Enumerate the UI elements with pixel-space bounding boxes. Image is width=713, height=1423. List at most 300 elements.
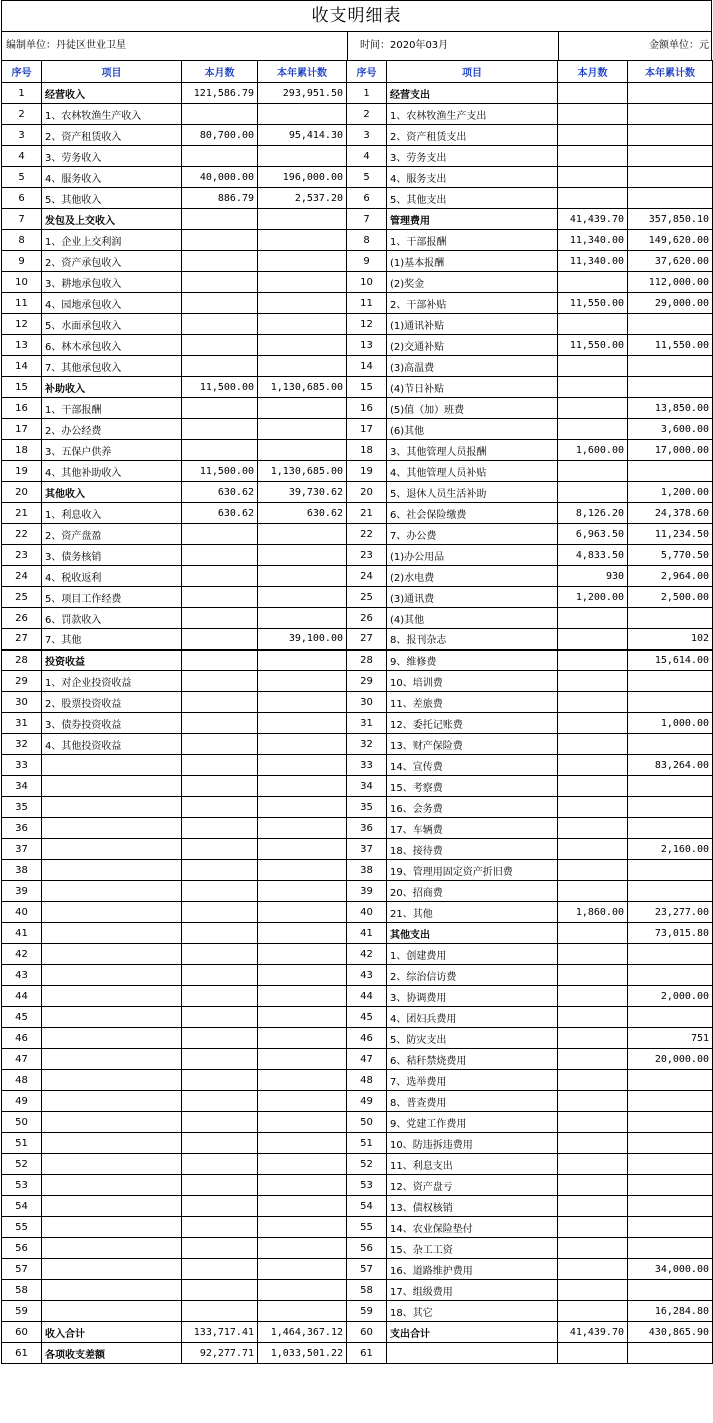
right-row-number: 47 <box>347 1049 387 1070</box>
right-row-number: 35 <box>347 797 387 818</box>
left-month-amount <box>182 986 258 1007</box>
right-item-name: 11、利息支出 <box>387 1154 558 1175</box>
left-row-number: 54 <box>2 1196 42 1217</box>
left-ytd-amount <box>258 566 347 587</box>
left-month-amount <box>182 1049 258 1070</box>
right-ytd-amount: 37,620.00 <box>628 251 713 272</box>
left-ytd-amount <box>258 1301 347 1322</box>
left-ytd-amount <box>258 818 347 839</box>
left-month-amount <box>182 755 258 776</box>
left-month-amount <box>182 566 258 587</box>
left-month-amount: 886.79 <box>182 188 258 209</box>
right-row-number: 40 <box>347 902 387 923</box>
right-row-number: 31 <box>347 713 387 734</box>
left-item-name: 4、其他投资收益 <box>42 734 182 755</box>
left-row-number: 41 <box>2 923 42 944</box>
right-item-name: 20、招商费 <box>387 881 558 902</box>
right-row-number: 25 <box>347 587 387 608</box>
right-item-name: 16、会务费 <box>387 797 558 818</box>
left-month-amount <box>182 881 258 902</box>
table-row <box>2 461 713 482</box>
table-row <box>2 1280 713 1301</box>
left-month-amount: 121,586.79 <box>182 83 258 104</box>
left-ytd-amount <box>258 209 347 230</box>
left-month-amount <box>182 545 258 566</box>
left-ytd-amount <box>258 797 347 818</box>
table-row <box>2 1196 713 1217</box>
right-month-amount <box>558 83 628 104</box>
table-row <box>2 1028 713 1049</box>
right-item-name: 5、其他支出 <box>387 188 558 209</box>
left-row-number: 38 <box>2 860 42 881</box>
right-ytd-amount <box>628 1280 713 1301</box>
left-month-amount <box>182 1070 258 1091</box>
left-ytd-amount <box>258 1259 347 1280</box>
left-ytd-amount: 39,730.62 <box>258 482 347 503</box>
org-label: 编制单位：丹徒区世业卫星 <box>6 40 126 51</box>
left-row-number: 55 <box>2 1217 42 1238</box>
left-month-amount <box>182 1133 258 1154</box>
right-item-name: (3)通讯费 <box>387 587 558 608</box>
right-item-name: 其他支出 <box>387 923 558 944</box>
table-row <box>2 671 713 692</box>
right-month-amount <box>558 608 628 629</box>
table-row <box>2 902 713 923</box>
right-row-number: 32 <box>347 734 387 755</box>
right-row-number: 39 <box>347 881 387 902</box>
header-row <box>2 61 713 83</box>
right-row-number: 28 <box>347 650 387 671</box>
right-row-number: 33 <box>347 755 387 776</box>
right-ytd-amount <box>628 104 713 125</box>
right-month-amount <box>558 965 628 986</box>
right-month-amount <box>558 125 628 146</box>
right-row-number: 27 <box>347 629 387 650</box>
left-item-name <box>42 839 182 860</box>
right-ytd-amount: 149,620.00 <box>628 230 713 251</box>
right-item-name: 9、维修费 <box>387 650 558 671</box>
left-ytd-amount <box>258 1070 347 1091</box>
right-ytd-amount <box>628 944 713 965</box>
right-item-name: 12、资产盘亏 <box>387 1175 558 1196</box>
right-item-name: (6)其他 <box>387 419 558 440</box>
table-row <box>2 188 713 209</box>
left-item-name <box>42 1217 182 1238</box>
left-month-amount <box>182 923 258 944</box>
left-item-name: 收入合计 <box>42 1322 182 1343</box>
right-item-name: 经营支出 <box>387 83 558 104</box>
left-item-name: 7、其他 <box>42 629 182 650</box>
right-row-number: 51 <box>347 1133 387 1154</box>
right-month-amount <box>558 860 628 881</box>
col-header-right-item: 项目 <box>387 61 558 83</box>
right-item-name: 4、服务支出 <box>387 167 558 188</box>
left-row-number: 49 <box>2 1091 42 1112</box>
table-row <box>2 356 713 377</box>
right-item-name: (1)办公用品 <box>387 545 558 566</box>
left-ytd-amount <box>258 608 347 629</box>
right-item-name: (1)基本报酬 <box>387 251 558 272</box>
right-row-number: 37 <box>347 839 387 860</box>
right-item-name: 12、委托记账费 <box>387 713 558 734</box>
right-month-amount <box>558 1154 628 1175</box>
table-row <box>2 146 713 167</box>
right-item-name: 15、杂工工资 <box>387 1238 558 1259</box>
right-month-amount <box>558 1091 628 1112</box>
right-ytd-amount <box>628 314 713 335</box>
left-ytd-amount <box>258 1112 347 1133</box>
table-row <box>2 167 713 188</box>
left-month-amount <box>182 1112 258 1133</box>
right-month-amount <box>558 1070 628 1091</box>
left-item-name: 投资收益 <box>42 650 182 671</box>
left-ytd-amount <box>258 524 347 545</box>
col-header-left-ytd: 本年累计数 <box>258 61 347 83</box>
right-item-name: 2、资产租赁支出 <box>387 125 558 146</box>
right-item-name: 13、财产保险费 <box>387 734 558 755</box>
left-item-name: 6、林木承包收入 <box>42 335 182 356</box>
right-month-amount <box>558 755 628 776</box>
left-item-name <box>42 1070 182 1091</box>
right-row-number: 43 <box>347 965 387 986</box>
right-month-amount <box>558 419 628 440</box>
table-row <box>2 881 713 902</box>
table-row <box>2 1091 713 1112</box>
right-item-name: 3、其他管理人员报酬 <box>387 440 558 461</box>
right-month-amount: 1,200.00 <box>558 587 628 608</box>
left-ytd-amount <box>258 902 347 923</box>
left-month-amount: 133,717.41 <box>182 1322 258 1343</box>
right-row-number: 38 <box>347 860 387 881</box>
right-item-name: 13、债权核销 <box>387 1196 558 1217</box>
right-ytd-amount: 2,964.00 <box>628 566 713 587</box>
left-item-name: 1、企业上交利润 <box>42 230 182 251</box>
table-row <box>2 944 713 965</box>
right-item-name: 11、差旅费 <box>387 692 558 713</box>
table-row <box>2 1049 713 1070</box>
left-row-number: 1 <box>2 83 42 104</box>
right-row-number: 21 <box>347 503 387 524</box>
left-month-amount <box>182 314 258 335</box>
table-row <box>2 293 713 314</box>
right-row-number: 60 <box>347 1322 387 1343</box>
left-month-amount <box>182 1259 258 1280</box>
table-row <box>2 125 713 146</box>
right-item-name: 2、干部补贴 <box>387 293 558 314</box>
right-item-name: 16、道路维护费用 <box>387 1259 558 1280</box>
right-month-amount <box>558 923 628 944</box>
right-ytd-amount: 23,277.00 <box>628 902 713 923</box>
table-row <box>2 524 713 545</box>
table-row <box>2 377 713 398</box>
left-ytd-amount <box>258 104 347 125</box>
right-month-amount <box>558 1217 628 1238</box>
right-item-name: 6、秸秆禁烧费用 <box>387 1049 558 1070</box>
left-row-number: 58 <box>2 1280 42 1301</box>
right-item-name: 10、防违拆违费用 <box>387 1133 558 1154</box>
right-ytd-amount: 73,015.80 <box>628 923 713 944</box>
left-row-number: 53 <box>2 1175 42 1196</box>
right-month-amount <box>558 398 628 419</box>
right-row-number: 55 <box>347 1217 387 1238</box>
table-row <box>2 251 713 272</box>
right-ytd-amount <box>628 860 713 881</box>
left-month-amount <box>182 650 258 671</box>
right-ytd-amount <box>628 881 713 902</box>
left-item-name: 发包及上交收入 <box>42 209 182 230</box>
right-row-number: 1 <box>347 83 387 104</box>
right-ytd-amount: 13,850.00 <box>628 398 713 419</box>
left-item-name: 1、农林牧渔生产收入 <box>42 104 182 125</box>
right-ytd-amount: 430,865.90 <box>628 1322 713 1343</box>
right-month-amount: 41,439.70 <box>558 1322 628 1343</box>
statement-table <box>1 60 713 1364</box>
right-item-name: 支出合计 <box>387 1322 558 1343</box>
left-row-number: 13 <box>2 335 42 356</box>
left-month-amount <box>182 839 258 860</box>
left-row-number: 40 <box>2 902 42 923</box>
left-month-amount <box>182 293 258 314</box>
right-item-name: 10、培训费 <box>387 671 558 692</box>
right-ytd-amount <box>628 1196 713 1217</box>
left-month-amount <box>182 209 258 230</box>
table-row <box>2 398 713 419</box>
period-label: 时间：2020年03月 <box>347 32 558 60</box>
right-item-name: 4、团妇兵费用 <box>387 1007 558 1028</box>
right-row-number: 22 <box>347 524 387 545</box>
left-item-name: 1、干部报酬 <box>42 398 182 419</box>
left-month-amount <box>182 944 258 965</box>
left-item-name: 4、园地承包收入 <box>42 293 182 314</box>
left-row-number: 44 <box>2 986 42 1007</box>
left-row-number: 39 <box>2 881 42 902</box>
left-month-amount <box>182 104 258 125</box>
left-row-number: 37 <box>2 839 42 860</box>
left-month-amount <box>182 629 258 650</box>
left-item-name: 经营收入 <box>42 83 182 104</box>
table-row <box>2 734 713 755</box>
right-ytd-amount <box>628 734 713 755</box>
left-ytd-amount <box>258 776 347 797</box>
right-item-name: (4)节日补贴 <box>387 377 558 398</box>
left-item-name: 2、资产租赁收入 <box>42 125 182 146</box>
right-ytd-amount: 20,000.00 <box>628 1049 713 1070</box>
left-ytd-amount <box>258 881 347 902</box>
right-month-amount <box>558 1301 628 1322</box>
left-row-number: 59 <box>2 1301 42 1322</box>
right-row-number: 23 <box>347 545 387 566</box>
right-month-amount <box>558 671 628 692</box>
right-month-amount <box>558 1028 628 1049</box>
right-item-name: 7、办公费 <box>387 524 558 545</box>
right-ytd-amount <box>628 965 713 986</box>
left-month-amount <box>182 146 258 167</box>
right-item-name: 5、退休人员生活补助 <box>387 482 558 503</box>
table-row <box>2 566 713 587</box>
table-row <box>2 818 713 839</box>
left-ytd-amount: 2,537.20 <box>258 188 347 209</box>
right-item-name: 8、报刊杂志 <box>387 629 558 650</box>
table-row <box>2 545 713 566</box>
left-item-name <box>42 1007 182 1028</box>
right-ytd-amount <box>628 692 713 713</box>
left-row-number: 7 <box>2 209 42 230</box>
left-month-amount <box>182 818 258 839</box>
left-month-amount <box>182 335 258 356</box>
left-ytd-amount <box>258 440 347 461</box>
left-ytd-amount: 630.62 <box>258 503 347 524</box>
right-ytd-amount <box>628 188 713 209</box>
table-row <box>2 1112 713 1133</box>
right-month-amount <box>558 1196 628 1217</box>
right-item-name: (2)交通补贴 <box>387 335 558 356</box>
right-row-number: 36 <box>347 818 387 839</box>
left-item-name: 5、项目工作经费 <box>42 587 182 608</box>
right-ytd-amount <box>628 1343 713 1364</box>
left-ytd-amount: 1,130,685.00 <box>258 461 347 482</box>
right-ytd-amount <box>628 1154 713 1175</box>
left-ytd-amount <box>258 1091 347 1112</box>
left-row-number: 32 <box>2 734 42 755</box>
right-row-number: 19 <box>347 461 387 482</box>
right-row-number: 15 <box>347 377 387 398</box>
right-month-amount <box>558 482 628 503</box>
table-row <box>2 965 713 986</box>
right-item-name: 18、其它 <box>387 1301 558 1322</box>
right-ytd-amount: 1,000.00 <box>628 713 713 734</box>
right-month-amount: 11,340.00 <box>558 230 628 251</box>
right-item-name: (2)水电费 <box>387 566 558 587</box>
right-row-number: 20 <box>347 482 387 503</box>
right-month-amount: 11,340.00 <box>558 251 628 272</box>
left-row-number: 14 <box>2 356 42 377</box>
right-item-name: 21、其他 <box>387 902 558 923</box>
right-item-name: (4)其他 <box>387 608 558 629</box>
left-ytd-amount <box>258 860 347 881</box>
right-row-number: 9 <box>347 251 387 272</box>
left-row-number: 28 <box>2 650 42 671</box>
right-month-amount: 1,600.00 <box>558 440 628 461</box>
left-row-number: 61 <box>2 1343 42 1364</box>
right-item-name: 17、组级费用 <box>387 1280 558 1301</box>
left-ytd-amount <box>258 1154 347 1175</box>
right-month-amount <box>558 629 628 650</box>
table-body <box>2 83 713 1364</box>
left-row-number: 12 <box>2 314 42 335</box>
left-row-number: 33 <box>2 755 42 776</box>
right-item-name: 6、社会保险缴费 <box>387 503 558 524</box>
left-item-name: 2、资产盘盈 <box>42 524 182 545</box>
left-month-amount: 630.62 <box>182 482 258 503</box>
col-header-left-month: 本月数 <box>182 61 258 83</box>
left-row-number: 36 <box>2 818 42 839</box>
left-month-amount <box>182 1154 258 1175</box>
left-row-number: 17 <box>2 419 42 440</box>
table-row <box>2 419 713 440</box>
left-month-amount: 40,000.00 <box>182 167 258 188</box>
left-item-name <box>42 1133 182 1154</box>
right-ytd-amount <box>628 608 713 629</box>
left-ytd-amount <box>258 545 347 566</box>
right-item-name: (5)值（加）班费 <box>387 398 558 419</box>
left-month-amount <box>182 1007 258 1028</box>
left-item-name: 3、债务核销 <box>42 545 182 566</box>
right-month-amount: 11,550.00 <box>558 293 628 314</box>
right-row-number: 5 <box>347 167 387 188</box>
table-row <box>2 209 713 230</box>
right-row-number: 58 <box>347 1280 387 1301</box>
right-ytd-amount: 357,850.10 <box>628 209 713 230</box>
left-row-number: 30 <box>2 692 42 713</box>
right-ytd-amount <box>628 1217 713 1238</box>
right-month-amount <box>558 692 628 713</box>
right-month-amount <box>558 1280 628 1301</box>
right-row-number: 34 <box>347 776 387 797</box>
left-item-name <box>42 1259 182 1280</box>
left-row-number: 50 <box>2 1112 42 1133</box>
left-month-amount <box>182 272 258 293</box>
right-item-name: 1、创建费用 <box>387 944 558 965</box>
right-ytd-amount: 11,550.00 <box>628 335 713 356</box>
left-ytd-amount <box>258 839 347 860</box>
left-month-amount <box>182 230 258 251</box>
left-ytd-amount <box>258 272 347 293</box>
right-month-amount <box>558 1112 628 1133</box>
right-item-name: 管理费用 <box>387 209 558 230</box>
left-item-name <box>42 1112 182 1133</box>
left-row-number: 15 <box>2 377 42 398</box>
right-item-name: 19、管理用固定资产折旧费 <box>387 860 558 881</box>
left-ytd-amount <box>258 1133 347 1154</box>
left-ytd-amount <box>258 230 347 251</box>
left-row-number: 10 <box>2 272 42 293</box>
right-row-number: 53 <box>347 1175 387 1196</box>
right-row-number: 44 <box>347 986 387 1007</box>
left-ytd-amount <box>258 419 347 440</box>
table-row <box>2 1217 713 1238</box>
right-item-name: 5、防灾支出 <box>387 1028 558 1049</box>
table-row <box>2 1322 713 1343</box>
right-row-number: 2 <box>347 104 387 125</box>
left-ytd-amount <box>258 1280 347 1301</box>
left-month-amount <box>182 734 258 755</box>
left-item-name: 3、劳务收入 <box>42 146 182 167</box>
right-item-name: 1、农林牧渔生产支出 <box>387 104 558 125</box>
col-header-right-no: 序号 <box>347 61 387 83</box>
left-month-amount <box>182 902 258 923</box>
left-row-number: 35 <box>2 797 42 818</box>
right-month-amount <box>558 461 628 482</box>
left-item-name <box>42 818 182 839</box>
left-row-number: 27 <box>2 629 42 650</box>
right-item-name: 1、干部报酬 <box>387 230 558 251</box>
table-row <box>2 587 713 608</box>
left-item-name: 1、对企业投资收益 <box>42 671 182 692</box>
left-month-amount <box>182 1196 258 1217</box>
currency-unit-label: 金额单位：元 <box>558 32 713 60</box>
right-ytd-amount: 83,264.00 <box>628 755 713 776</box>
table-row <box>2 797 713 818</box>
left-item-name: 其他收入 <box>42 482 182 503</box>
table-row <box>2 1238 713 1259</box>
left-item-name <box>42 923 182 944</box>
table-row <box>2 1070 713 1091</box>
left-item-name <box>42 881 182 902</box>
left-row-number: 19 <box>2 461 42 482</box>
left-month-amount <box>182 440 258 461</box>
right-month-amount <box>558 776 628 797</box>
left-item-name: 2、办公经费 <box>42 419 182 440</box>
